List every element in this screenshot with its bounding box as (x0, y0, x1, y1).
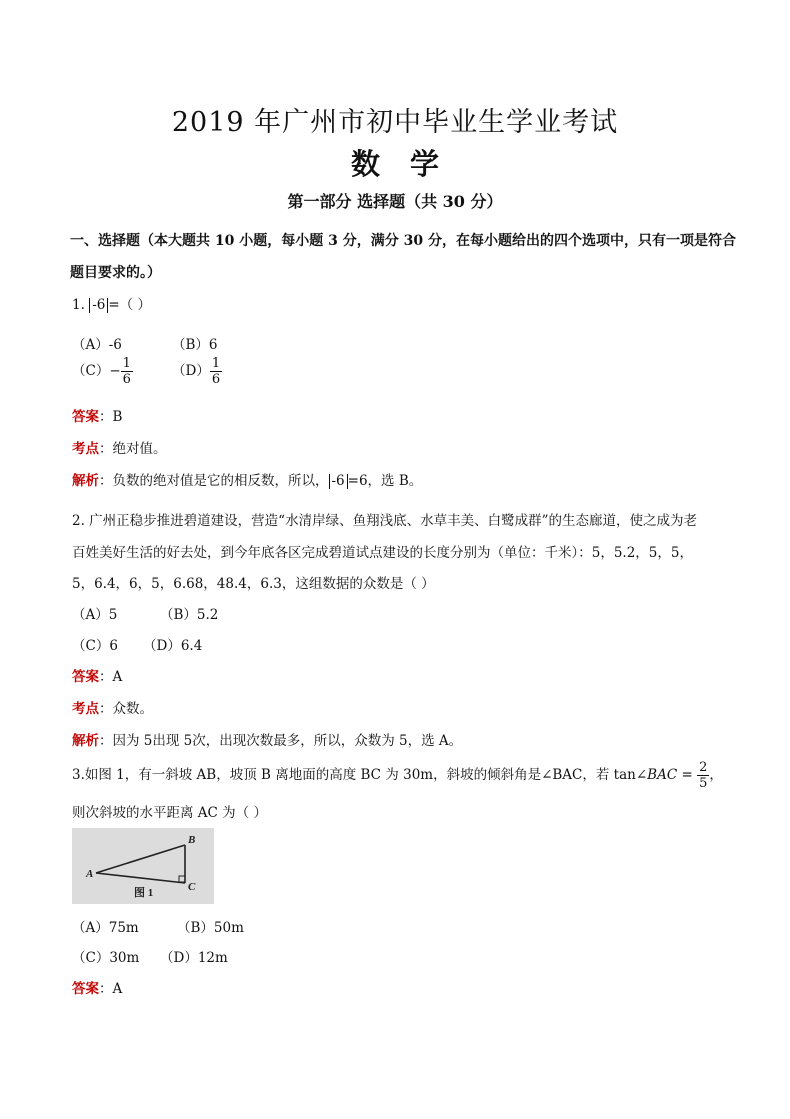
fraction-numerator: 1 (122, 356, 131, 371)
knowledge-point-label: 考点 (72, 441, 99, 457)
q2-analysis (72, 729, 462, 749)
q3-answer-value: ：A (99, 981, 123, 997)
fraction-denominator: 6 (122, 372, 131, 387)
fraction-numerator: 1 (211, 356, 221, 371)
label-c: C (188, 881, 196, 893)
answer-label: 答案 (72, 409, 99, 425)
q2-stem-line1: 2. 广州正稳步推进碧道建设，营造“水清岸绿、鱼翔浅底、水草丰美、白鹭成群”的生态廊道，使之成为老 (72, 513, 697, 529)
analysis-label: 解析 (72, 733, 99, 749)
q3-fraction (697, 760, 709, 791)
q2-option-c: （C）6 (72, 638, 118, 654)
exam-title: 2019 年广州市初中毕业生学业考试 (171, 107, 619, 138)
q1-option-c (72, 356, 133, 387)
q2-option-b: （B）5.2 (160, 607, 219, 623)
figure-1-slope-diagram (72, 828, 214, 904)
q1-analysis-abs-expression: -6 (329, 474, 348, 489)
subject-char-1: 数 (350, 147, 380, 181)
q1-answer-value: ：B (99, 409, 123, 425)
q1-option-d-fraction (210, 356, 222, 387)
q1-option-a: （A）-6 (72, 337, 122, 353)
answer-label: 答案 (72, 669, 99, 685)
q2-option-a: （A）5 (72, 607, 118, 623)
q1-option-c-label: （C） (72, 363, 110, 379)
right-angle-mark (179, 876, 185, 882)
q2-knowledge-point (72, 697, 153, 717)
q2-analysis-text: ：因为 5出现 5次，出现次数最多，所以，众数为 5，选 A。 (99, 733, 463, 749)
part-heading: 第一部分 选择题（共 30 分） (287, 192, 503, 211)
fraction-numerator: 2 (699, 760, 708, 775)
q3-tan-angle: BAC (647, 767, 678, 783)
section-heading-line1: 一、选择题（本大题共 10 小题，每小题 3 分，满分 30 分，在每小题给出的四个选项中，只有一项是符合 (70, 233, 736, 249)
q1-knowledge-point-text: ：绝对值。 (99, 441, 167, 457)
q3-stem-line1-end: ， (709, 767, 723, 783)
q3-stem-line1 (72, 760, 723, 791)
q3-option-a: （A）75m (72, 920, 139, 936)
q1-stem (72, 293, 151, 313)
q1-option-d (172, 356, 222, 387)
q2-answer-value: ：A (99, 669, 123, 685)
q2-answer (72, 665, 122, 685)
q3-equals: = (677, 767, 698, 783)
q3-stem-line2: 则次斜坡的水平距离 AC 为（ ） (72, 805, 267, 821)
answer-label: 答案 (72, 981, 99, 997)
q3-option-b: （B）50m (177, 920, 244, 936)
base-line-ac (96, 873, 185, 883)
subject-char-2: 学 (410, 147, 440, 181)
q2-option-d: （D）6.4 (143, 638, 203, 654)
q3-option-c: （C）30m (72, 950, 140, 966)
q1-option-d-label: （D） (172, 363, 210, 379)
q1-analysis (72, 469, 422, 489)
q2-stem-line3: 5，6.4，6，5，6.68，48.4，6.3，这组数据的众数是（ ） (72, 576, 435, 592)
knowledge-point-label: 考点 (72, 701, 99, 717)
q1-option-b: （B）6 (172, 337, 218, 353)
q1-option-c-fraction (121, 356, 133, 387)
q2-stem-line2: 百姓美好生活的好去处，到今年底各区完成碧道试点建设的长度分别为（单位：千米）：5，5.2，5，5， (72, 545, 693, 561)
q1-analysis-text-b: =6，选 B。 (347, 473, 423, 489)
analysis-label: 解析 (72, 473, 99, 489)
q1-answer (72, 405, 122, 425)
slope-line-ab (96, 845, 185, 873)
q1-abs-expression: -6 (89, 298, 108, 313)
q3-option-d: （D）12m (160, 950, 228, 966)
section-heading-line2: 题目要求的。） (70, 265, 161, 281)
q2-knowledge-point-text: ：众数。 (99, 701, 153, 717)
q1-analysis-text-a: ：负数的绝对值是它的相反数，所以， (99, 473, 329, 489)
subject-title (0, 142, 790, 183)
q1-option-c-sign: − (109, 363, 121, 379)
q1-knowledge-point (72, 437, 167, 457)
q1-stem-suffix: =（ ） (108, 297, 151, 313)
label-b: B (188, 834, 196, 846)
q1-number: 1. (72, 297, 85, 313)
q3-stem-text: 3.如图 1，有一斜坡 AB，坡顶 B 离地面的高度 BC 为 30m，斜坡的倾斜角是∠BAC，若 tan∠ (72, 767, 648, 783)
slope-triangle-svg (72, 828, 214, 904)
fraction-denominator: 6 (211, 372, 221, 387)
q3-answer (72, 977, 122, 997)
figure-caption: 图 1 (134, 887, 154, 899)
label-a: A (86, 868, 94, 880)
fraction-denominator: 5 (699, 776, 708, 791)
